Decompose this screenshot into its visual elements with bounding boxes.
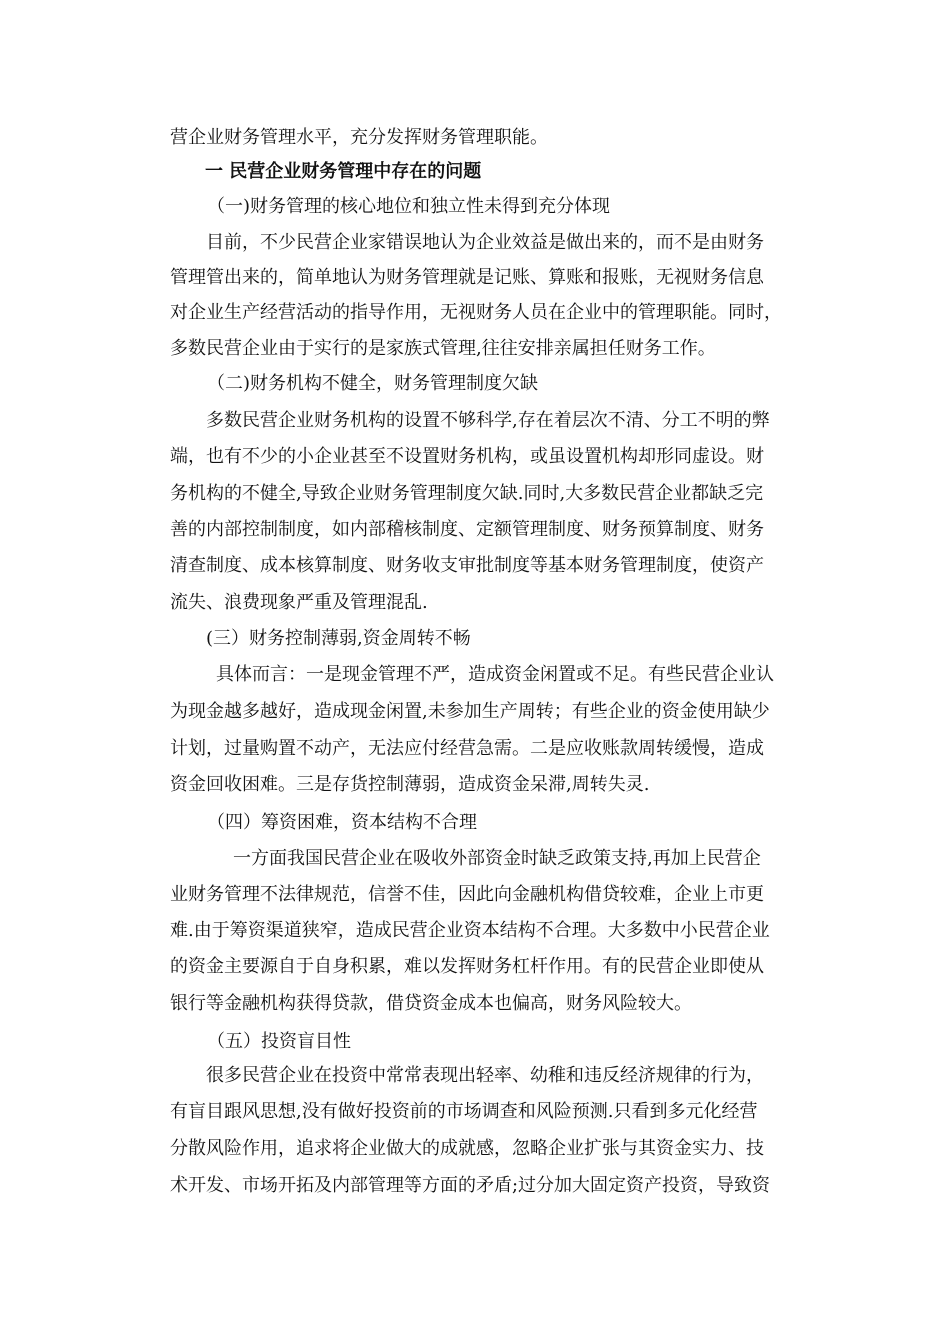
paragraph-line: 善的内部控制制度，如内部稽核制度、定额管理制度、财务预算制度、财务: [170, 519, 764, 540]
paragraph-line: 资金回收困难。三是存货控制薄弱，造成资金呆滞,周转失灵.: [170, 774, 650, 795]
paragraph-line: 管理管出来的，简单地认为财务管理就是记账、算账和报账，无视财务信息: [170, 267, 764, 288]
paragraph-line: 银行等金融机构获得贷款，借贷资金成本也偏高，财务风险较大。: [170, 993, 692, 1014]
paragraph-line: 难.由于筹资渠道狭窄，造成民营企业资本结构不合理。大多数中小民营企业: [170, 920, 770, 941]
paragraph-line: 一方面我国民营企业在吸收外部资金时缺乏政策支持,再加上民营企: [233, 848, 761, 869]
subsection-heading: （一)财务管理的核心地位和独立性未得到充分体现: [207, 196, 611, 217]
paragraph-line: 流失、浪费现象严重及管理混乱.: [170, 592, 428, 613]
paragraph-line: 分散风险作用，追求将企业做大的成就感，忽略企业扩张与其资金实力、技: [170, 1138, 764, 1159]
paragraph-line: 目前，不少民营企业家错误地认为企业效益是做出来的，而不是由财务: [206, 232, 764, 253]
paragraph-line: 多数民营企业由于实行的是家族式管理,往往安排亲属担任财务工作。: [170, 338, 716, 359]
paragraph-line: 为现金越多越好，造成现金闲置,未参加生产周转；有些企业的资金使用缺少: [170, 701, 770, 722]
subsection-heading: (三）财务控制薄弱,资金周转不畅: [206, 628, 471, 649]
paragraph-line: 术开发、市场开拓及内部管理等方面的矛盾;过分加大固定资产投资，导致资: [170, 1175, 771, 1196]
paragraph-line: 有盲目跟风思想,没有做好投资前的市场调查和风险预测.只看到多元化经营: [170, 1101, 758, 1122]
paragraph-line: 具体而言：一是现金管理不严，造成资金闲置或不足。有些民营企业认: [216, 664, 774, 685]
paragraph-line: 务机构的不健全,导致企业财务管理制度欠缺.同时,大多数民营企业都缺乏完: [170, 483, 764, 504]
subsection-heading: （五）投资盲目性: [207, 1031, 351, 1052]
paragraph-line: 营企业财务管理水平，充分发挥财务管理职能。: [170, 127, 548, 148]
paragraph-line: 多数民营企业财务机构的设置不够科学,存在着层次不清、分工不明的弊: [206, 410, 770, 431]
paragraph-line: 端，也有不少的小企业甚至不设置财务机构，或虽设置机构却形同虚设。财: [170, 446, 764, 467]
paragraph-line: 业财务管理不法律规范，信誉不佳，因此向金融机构借贷较难，企业上市更: [170, 884, 764, 905]
subsection-heading: （四）筹资困难，资本结构不合理: [207, 812, 477, 833]
section-heading: 一 民营企业财务管理中存在的问题: [205, 161, 482, 182]
paragraph-line: 计划，过量购置不动产，无法应付经营急需。二是应收账款周转缓慢，造成: [170, 738, 764, 759]
paragraph-line: 对企业生产经营活动的指导作用，无视财务人员在企业中的管理职能。同时，: [170, 302, 782, 323]
paragraph-line: 清查制度、成本核算制度、财务收支审批制度等基本财务管理制度，使资产: [170, 555, 764, 576]
paragraph-line: 的资金主要源自于自身积累，难以发挥财务杠杆作用。有的民营企业即使从: [170, 956, 764, 977]
subsection-heading: （二)财务机构不健全，财务管理制度欠缺: [207, 373, 539, 394]
paragraph-line: 很多民营企业在投资中常常表现出轻率、幼稚和违反经济规律的行为，: [206, 1065, 764, 1086]
